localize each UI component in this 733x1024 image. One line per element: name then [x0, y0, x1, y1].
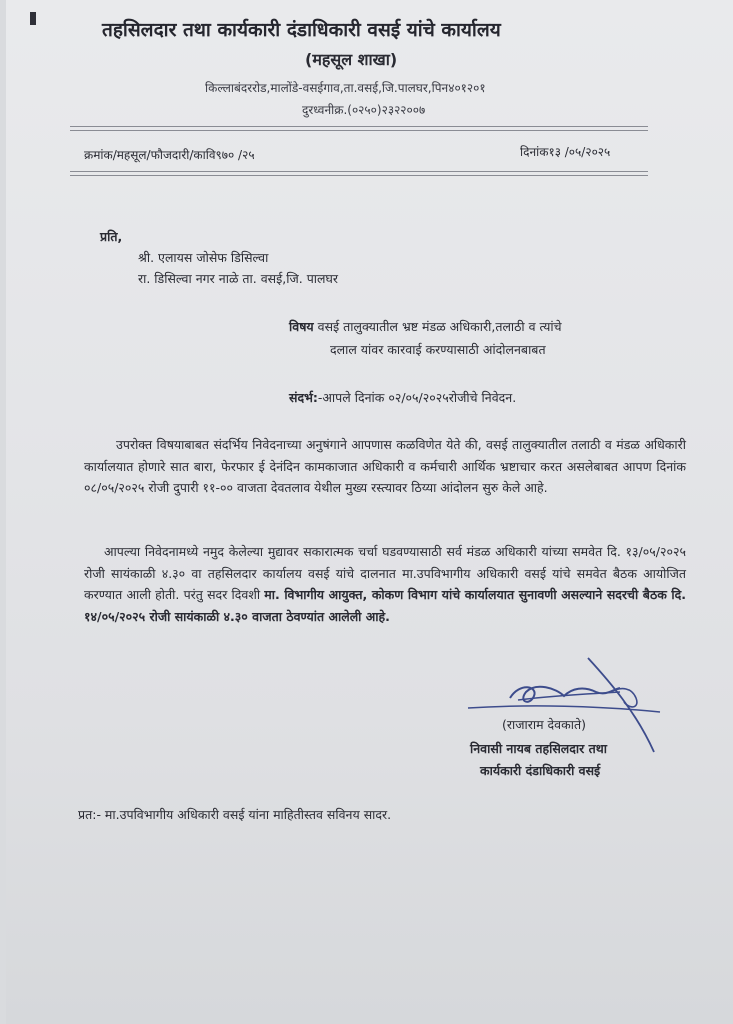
office-phone: दुरध्वनीक्र.(०२५०)२३२२००७ [302, 103, 426, 117]
paragraph-1: उपरोक्त विषयाबाबत संदर्भिय निवेदनाच्या अनुषंगाने आपणास कळविणेत येते की, वसई तालुक्यातील तलाठी व मंडळ अधिकारी कार्यालयात होणारे सात बारा, फेरफार ई देनंदिन कामकाजात अधिकारी व कर्मचारी आर्थिक भ्रष्टाचार करत असलेबाबत आपण दिनांक ०८/०५/२०२५ रोजी दुपारी ११-०० वाजता देवतलाव येथील मुख्य रस्त्यावर ठिय्या आंदोलन सुरु केले आहे. [84, 437, 686, 496]
office-title: तहसिलदार तथा कार्यकारी दंडाधिकारी वसई यांचे कार्यालय [102, 19, 501, 41]
office-subtitle: (महसूल शाखा) [305, 50, 398, 69]
corner-mark [30, 12, 36, 25]
reference-number: क्रमांक/महसूल/फौजदारी/कावि९७० /२५ [84, 148, 255, 162]
sandarbh-text: -आपले दिनांक ०२/०५/२०२५रोजीचे निवेदन. [317, 390, 517, 405]
signatory-title-1: निवासी नायब तहसिलदार तथा [470, 741, 607, 756]
sandarbh-label: संदर्भ: [289, 390, 318, 405]
recipient-name: श्री. एलायस जोसेफ डिसिल्वा [138, 250, 269, 265]
signatory-title-2: कार्यकारी दंडाधिकारी वसई [480, 763, 601, 778]
subject-line-2: दलाल यांवर कारवाई करण्यासाठी आंदोलनबाबत [330, 342, 546, 357]
recipient-address: रा. डिसिल्वा नगर नाळे ता. वसई,जि. पालघर [138, 271, 339, 286]
letter-date: दिनांक१३ /०५/२०२५ [520, 145, 611, 159]
reference-divider [70, 171, 648, 172]
copy-to-line: प्रत:- मा.उपविभागीय अधिकारी वसई यांना माहितीस्तव सविनय सादर. [78, 807, 392, 822]
header-divider [70, 130, 648, 131]
paragraph-2-bold: मा. विभागीय आयुक्त, कोकण विभाग यांचे कार्यालयात सुनावणी असल्याने सदरची बैठक दि. १४/०५/२०२५ रोजी सायंकाळी ४.३० वाजता ठेवण्यांत आलेली आहे. [84, 587, 687, 624]
signatory-name: (राजाराम देवकाते) [502, 717, 586, 732]
subject-label: विषय [289, 319, 314, 334]
paragraph-2 [84, 541, 686, 627]
subject-line-1 [289, 318, 562, 335]
office-address: किल्लाबंदररोड,मालोंडे-वसईगाव,ता.वसई,जि.पालघर,पिन४०१२०१ [205, 81, 486, 95]
recipient-prefix: प्रति, [100, 229, 123, 244]
subject-text: वसई तालुक्यातील भ्रष्ट मंडळ अधिकारी,तलाठी व त्यांचे [313, 319, 562, 334]
paragraph-2-normal: आपल्या निवेदनामध्ये नमुद केलेल्या मुद्यावर सकारात्मक चर्चा घडवण्यासाठी सर्व मंडळ अधिकारी यांच्या समवेत दि. १३/०५/२०२५ रोजी सायंकाळी ४.३० वा तहसिलदार कार्यालय वसई यांचे दालनात मा.उपविभागीय अधिकारी वसई यांचे समवेत बैठक आयोजित करण्यात आली होती. परंतु सदर दिवशी [84, 544, 686, 603]
reference-line [289, 389, 516, 406]
reference-divider [70, 175, 648, 176]
header-divider [70, 126, 648, 127]
